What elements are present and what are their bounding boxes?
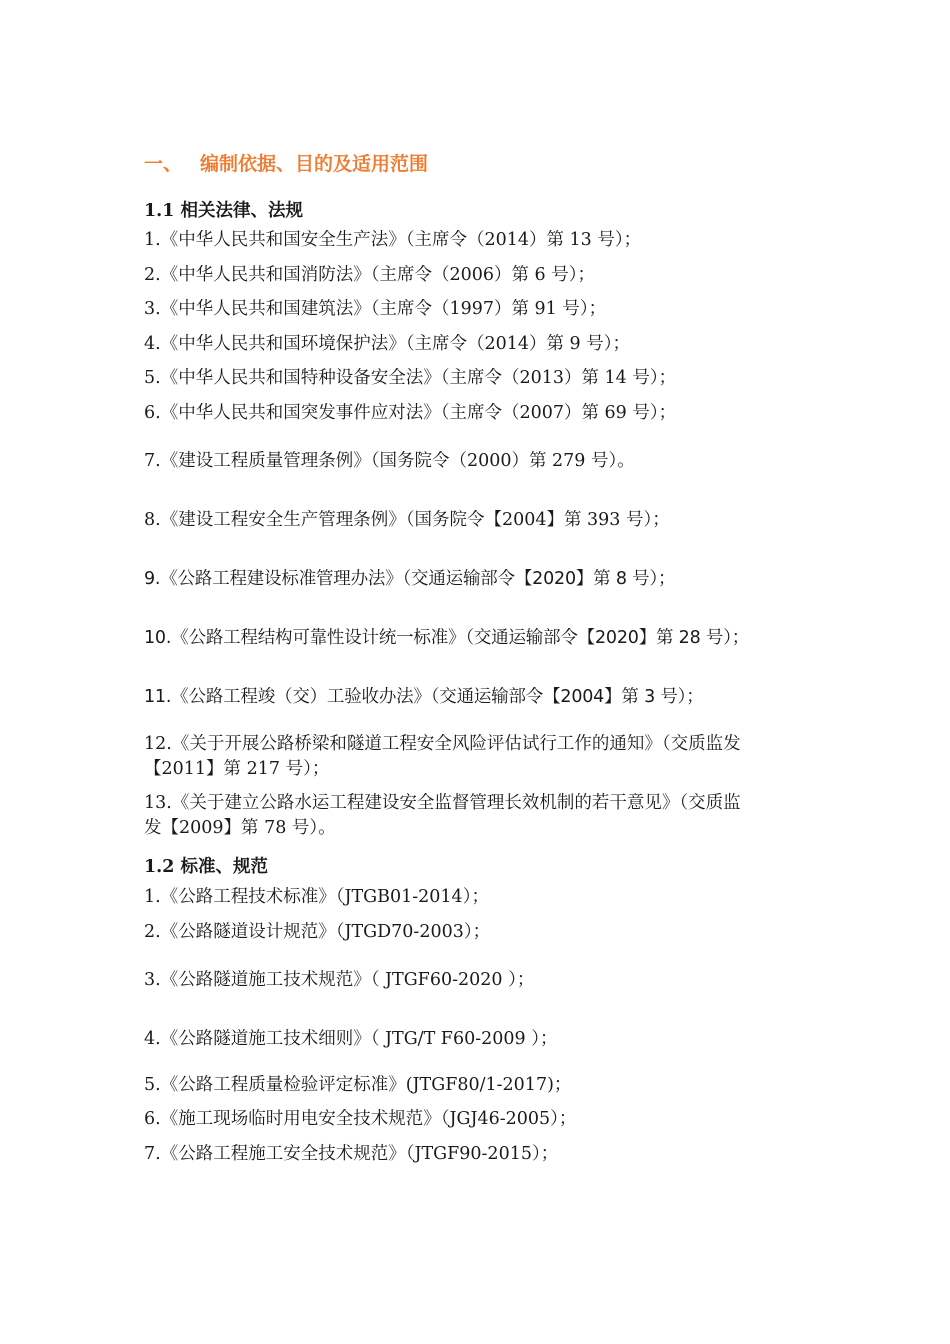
list-item: 12.《关于开展公路桥梁和隧道工程安全风险评估试行工作的通知》（交质监发 — [144, 734, 741, 754]
list-item-continuation: 发【2009】第 78 号）。 — [144, 818, 336, 838]
list-item: 7.《建设工程质量管理条例》（国务院令（2000）第 279 号）。 — [144, 451, 635, 471]
list-item: 6.《施工现场临时用电安全技术规范》（JGJ46-2005）； — [144, 1109, 577, 1129]
list-item: 6.《中华人民共和国突发事件应对法》（主席令（2007）第 69 号）； — [144, 403, 677, 423]
list-item: 9.《公路工程建设标准管理办法》（交通运输部令【2020】第 8 号）； — [144, 569, 676, 589]
list-item: 3.《公路隧道施工技术规范》（ JTGF60-2020 ）； — [144, 970, 535, 990]
subsection-title-standards: 1.2 标准、规范 — [144, 857, 269, 877]
list-item: 1.《公路工程技术标准》（JTGB01-2014）； — [144, 887, 489, 907]
list-item: 4.《中华人民共和国环境保护法》（主席令（2014）第 9 号）； — [144, 334, 630, 354]
list-item: 13.《关于建立公路水运工程建设安全监督管理长效机制的若干意见》（交质监 — [144, 793, 741, 813]
list-item: 5.《公路工程质量检验评定标准》(JTGF80/1-2017)； — [144, 1075, 572, 1095]
list-item: 8.《建设工程安全生产管理条例》（国务院令【2004】第 393 号）； — [144, 510, 670, 530]
list-item: 3.《中华人民共和国建筑法》（主席令（1997）第 91 号）； — [144, 299, 607, 319]
list-item: 4.《公路隧道施工技术细则》（ JTG/T F60-2009 ）； — [144, 1029, 558, 1049]
list-item: 10.《公路工程结构可靠性设计统一标准》（交通运输部令【2020】第 28 号）； — [144, 628, 750, 648]
list-item: 5.《中华人民共和国特种设备安全法》（主席令（2013）第 14 号）； — [144, 368, 677, 388]
section-heading — [144, 149, 428, 176]
list-item: 11.《公路工程竣（交）工验收办法》（交通运输部令【2004】第 3 号）； — [144, 687, 704, 707]
list-item-continuation: 【2011】第 217 号）； — [144, 759, 330, 779]
list-item: 2.《公路隧道设计规范》（JTGD70-2003）； — [144, 922, 491, 942]
section-title: 编制依据、目的及适用范围 — [200, 153, 429, 175]
section-number: 一、 — [144, 153, 183, 175]
list-item: 2.《中华人民共和国消防法》（主席令（2006）第 6 号）； — [144, 265, 595, 285]
list-item: 1.《中华人民共和国安全生产法》（主席令（2014）第 13 号）； — [144, 230, 642, 250]
list-item: 7.《公路工程施工安全技术规范》（JTGF90-2015）； — [144, 1144, 559, 1164]
subsection-title-laws: 1.1 相关法律、法规 — [144, 201, 304, 221]
